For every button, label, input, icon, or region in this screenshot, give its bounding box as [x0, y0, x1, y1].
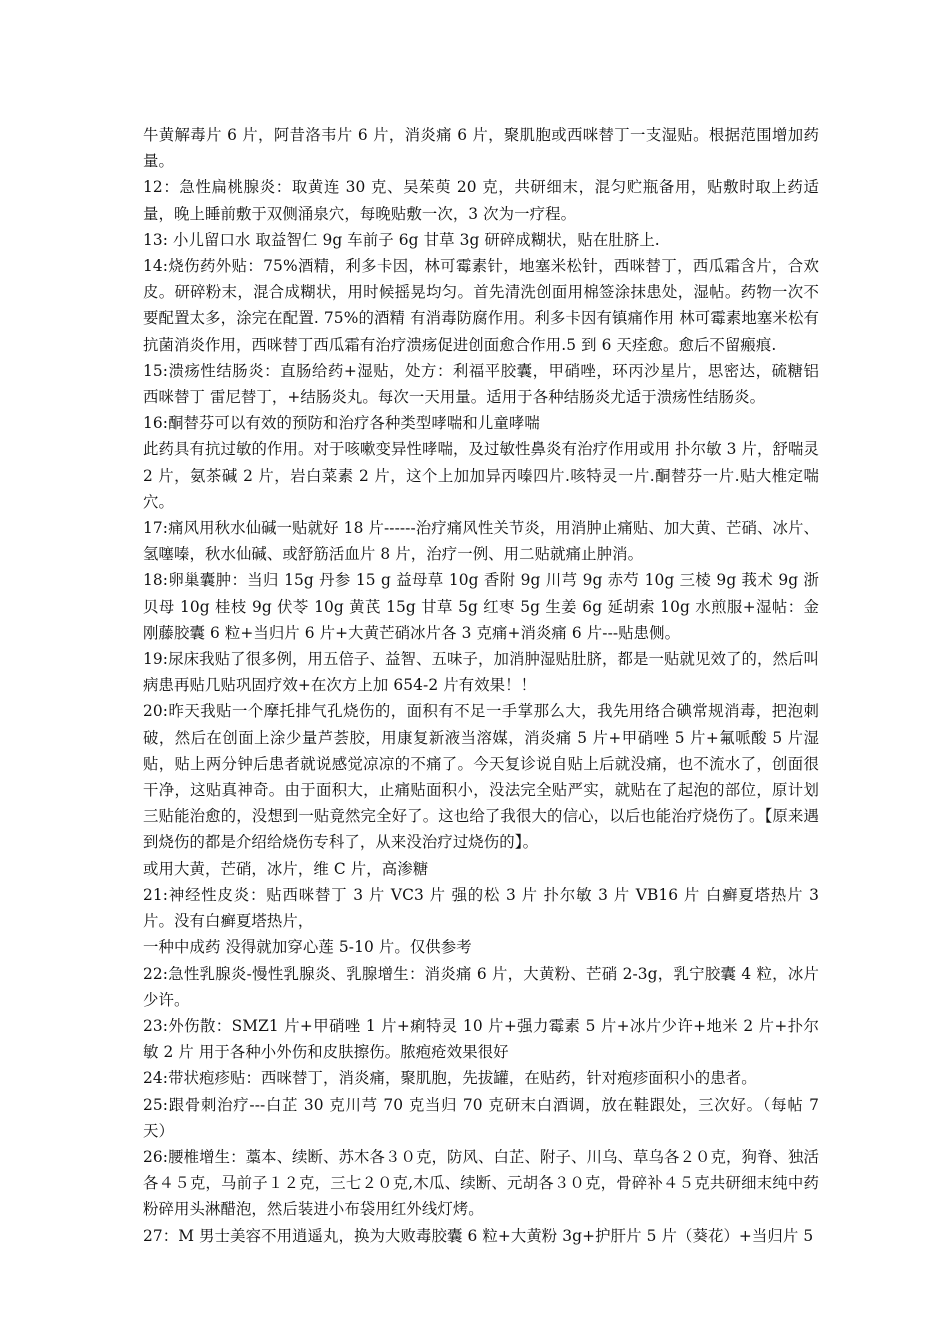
- paragraph-16-asthma: 16:酮替芬可以有效的预防和治疗各种类型哮喘和儿童哮喘: [143, 414, 540, 433]
- paragraph-23-trauma-powder: 23:外伤散：SMZ1 片+甲硝唑 1 片+痢特灵 10 片+强力霉素 5 片+冰片少许+地米 2 片+扑尔敏 2 片 用于各种小外伤和皮肤擦伤。脓疱疮效果很好: [143, 1016, 819, 1062]
- paragraph-21-dermatitis: 21:神经性皮炎：贴西咪替丁 3 片 VC3 片 强的松 3 片 扑尔敏 3 片 VB16 片 白癣夏塔热片 3 片。没有白癣夏塔热片，: [143, 885, 819, 931]
- paragraph-21-note: 一种中成药 没得就加穿心莲 5-10 片。仅供参考: [143, 938, 472, 957]
- paragraph-continued: 牛黄解毒片 6 片，阿昔洛韦片 6 片，消炎痛 6 片，聚肌胞或西咪替丁一支湿贴。根据范围增加药量。: [143, 126, 819, 171]
- paragraph-26-lumbar: 26:腰椎增生：藁本、续断、苏木各３０克，防风、白芷、附子、川乌、草乌各２０克，狗脊、独活各４５克，马前子１２克，三七２０克,木瓜、续断、元胡各３０克，骨碎补４５克共研细末纯中药粉碎用头淋醋泡，然后装进小布袋用红外线灯烤。: [143, 1147, 819, 1219]
- document-body: [143, 122, 819, 1249]
- paragraph-14-burn-patch: 14:烧伤药外贴：75%酒精，利多卡因，林可霉素针，地塞米松针，西咪替丁，西瓜霜含片，合欢皮。研碎粉末，混合成糊状，用时候摇晃均匀。首先清洗创面用棉签涂抹患处，湿帖。药物一次不要配置太多，涂完在配置. 75%的酒精 有消毒防腐作用。利多卡因有镇痛作用 林可霉素地塞米松有抗菌消炎作用，西咪替丁西瓜霜有治疗溃疡促进创面愈合作用.5 到 6 天痊愈。愈后不留瘢痕.: [143, 257, 819, 354]
- paragraph-19-bedwetting: 19:尿床我贴了很多例，用五倍子、益智、五味子，加消肿湿贴肚脐，都是一贴就见效了的，然后叫病患再贴几贴巩固疗效+在次方上加 654-2 片有效果！！: [143, 650, 819, 695]
- paragraph-12-tonsillitis: 12：急性扁桃腺炎：取黄连 30 克、吴茱萸 20 克，共研细末，混匀贮瓶备用，贴敷时取上药适量，晚上睡前敷于双侧涌泉穴，每晚贴敷一次，3 次为一疗程。: [143, 178, 819, 223]
- paragraph-13-drooling: 13: 小儿留口水 取益智仁 9g 车前子 6g 甘草 3g 研碎成糊状，贴在肚脐上.: [143, 230, 660, 249]
- paragraph-16-asthma-detail: 此药具有抗过敏的作用。对于咳嗽变异性哮喘，及过敏性鼻炎有治疗作用或用 扑尔敏 3 片，舒喘灵 2 片，氨茶碱 2 片，岩白菜素 2 片，这个上加加异丙嗪四片.咳特灵一片.酮替芬一片.贴大椎定喘穴。: [143, 440, 819, 511]
- paragraph-22-mastitis: 22:急性乳腺炎-慢性乳腺炎、乳腺增生：消炎痛 6 片，大黄粉、芒硝 2-3g，乳宁胶囊 4 粒，冰片少许。: [143, 964, 819, 1009]
- paragraph-20-burn-case: 20:昨天我贴一个摩托排气孔烧伤的，面积有不足一手掌那么大，我先用络合碘常规消毒，把泡刺破，然后在创面上涂少量芦荟胶，用康复新液当溶媒，消炎痛 5 片+甲硝唑 5 片+氟哌酸 5 片湿贴，贴上两分钟后患者就说感觉凉凉的不痛了。今天复诊说自贴上后就没痛，也不流水了，创面很干净，这贴真神奇。由于面积大，止痛贴面积小，没法完全贴严实，就贴在了起泡的部位，原计划三贴能治愈的，没想到一贴竟然完全好了。这也给了我很大的信心，以后也能治疗烧伤了。【原来遇到烧伤的都是介绍给烧伤专科了，从来没治疗过烧伤的】。: [143, 702, 819, 852]
- paragraph-20-alternative: 或用大黄，芒硝，冰片，维 C 片，高渗糖: [143, 859, 429, 878]
- paragraph-18-ovarian-cyst: 18:卵巢囊肿：当归 15g 丹参 15 g 益母草 10g 香附 9g 川芎 9g 赤芍 10g 三棱 9g 莪术 9g 浙贝母 10g 桂枝 9g 伏苓 10g 黄芪 15g 甘草 5g 红枣 5g 生姜 6g 延胡索 10g 水煎服+湿帖：金刚藤胶囊 6 粒+当归片 6 片+大黄芒硝冰片各 3 克痛+消炎痛 6 片---贴患侧。: [143, 571, 819, 642]
- paragraph-17-gout: 17:痛风用秋水仙碱一贴就好 18 片------治疗痛风性关节炎，用消肿止痛贴、加大黄、芒硝、冰片、氢噻嗪，秋水仙碱、或舒筋活血片 8 片，治疗一例、用二贴就痛止肿消。: [143, 519, 819, 564]
- paragraph-15-colitis: 15:溃疡性结肠炎：直肠给药+湿贴，处方：利福平胶囊，甲硝唑，环丙沙星片，思密达，硫糖铝 西咪替丁 雷尼替丁，+结肠炎丸。每次一天用量。适用于各种结肠炎尤适于溃疡性结肠炎。: [143, 361, 819, 407]
- paragraph-27-beauty: 27：M 男士美容不用逍遥丸，换为大败毒胶囊 6 粒+大黄粉 3g+护肝片 5 片（葵花）+当归片 5: [143, 1226, 814, 1245]
- paragraph-24-shingles: 24:带状疱疹贴：西咪替丁，消炎痛，聚肌胞，先拔罐，在贴药，针对疱疹面积小的患者。: [143, 1069, 757, 1088]
- paragraph-25-heel-spur: 25:跟骨刺治疗---白芷 30 克川芎 70 克当归 70 克研末白酒调，放在鞋跟处，三次好。（每帖 7 天）: [143, 1095, 819, 1140]
